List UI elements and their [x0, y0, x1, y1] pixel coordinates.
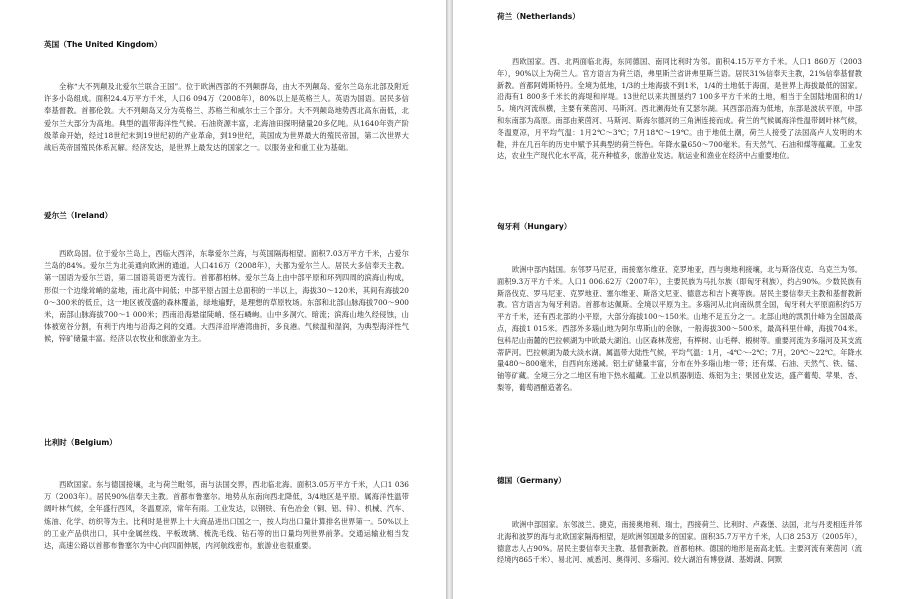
section-germany: [497, 476, 862, 566]
section-heading: 英国（The United Kingdom）: [44, 40, 162, 49]
section-belgium: [44, 438, 409, 552]
section-body: 西欧国家。西、北两面临北海，东同德国、南同比利时为邻。面积4.15万平方千米。人口1 860万（2003年），90%以上为荷兰人。官方语言为荷兰语，弗里斯兰省讲弗里斯兰语。居民31%信奉天主教，21%信奉基督教新教。首都阿姆斯特丹。全境为低地，1/3的土地海拔不到1米，1/4的土地低于海面，是世界上海拔最低的国家。沿海有1 800多千米长的海堤和岸堤。13世纪以来共围垦约7 100多平方千米的土地，相当于全国陆地面积的1/5。境内河流纵横，主要有莱茵河、马斯河。西北濒海处有艾瑟尔湖。其西部沿海为低地，东部是波状平原，中部和东南部为高原。南部由莱茵河、马斯河、斯海尔德河的三角洲连接而成。荷兰的气候属海洋性温带阔叶林气候，冬温夏凉，月平均气温：1月2℃～3℃；7月18℃～19℃。由于地低土潮，荷兰人接受了法国高卢人发明的木鞋，并在几百年的历史中赋予其典型的荷兰特色。年降水量650～700毫米。有天然气、石油和煤等蕴藏。工业发达，农业生产现代化水平高，花卉种植多，旅游业发达。航运业和渔业在经济中占重要地位。: [497, 57, 862, 161]
section-hungary: [497, 222, 862, 394]
section-heading: 匈牙利（Hungary）: [497, 222, 572, 231]
section-body: 西欧国家。东与德国接壤，北与荷兰毗邻，南与法国交界，西北临北海。面积3.05万平方千米，人口1 036万（2003年）。居民90%信奉天主教。首都布鲁塞尔。地势从东南向西北降低，3/4地区是平原。属海洋性温带阔叶林气候，全年盛行西风，冬温夏凉，常年有雨。工业发达，以钢铁、有色冶金（铜、铝、锌）、机械、汽车、炼油、化学、纺织等为主。比利时是世界上十大商品进出口国之一，按人均出口量计算排名世界第一。50%以上的工业产品供出口，其中金属丝线、平板玻璃、梳洗毛线、钻石等的出口量均列世界前茅。交通运输业相当发达，高速公路以首都布鲁塞尔为中心向四面伸展，内河航线密布，旅游业也很重要。: [44, 480, 409, 551]
section-uk: [44, 40, 409, 154]
section-heading: 德国（Germany）: [497, 476, 566, 485]
section-body: 全称“大不列颠及北爱尔兰联合王国”。位于欧洲西部的不列颠群岛，由大不列颠岛、爱尔兰岛东北部及附近许多小岛组成。面积24.4万平方千米，人口6 094万（2008年），80%以上是英格兰人。英语为国语。居民多信奉基督教。首都伦敦。大不列颠岛又分为英格兰、苏格兰和威尔士三个部分。大不列颠岛地势西北高东南低，北爱尔兰大部分为高地。典型的温带海洋性气候。石油资源丰富，北海油田探明储量20多亿吨。从1640年资产阶级革命开始，经过18世纪末到19世纪初的产业革命，到19世纪，英国成为世界最大的殖民帝国，第二次世界大战后英帝国殖民体系瓦解。经济发达，是世界上最发达的国家之一。以服务业和重工业为基础。: [44, 82, 409, 153]
section-body: 西欧岛国。位于爱尔兰岛上，西临大西洋，东靠爱尔兰海，与英国隔海相望。面积7.03万平方千米，占爱尔兰岛的84%。爱尔兰为北美通向欧洲的通道。人口416万（2008年），大都为爱尔兰人。居民大多信奉天主教。第一国语为爱尔兰语，第二国语英语更为流行。首都都柏林。爱尔兰岛上由中部平原和环列四周的滨海山构成，形似一个边缘耸峭的盆地，南北高中间低；中部平原占国土总面积的一半以上，海拔30～120米，其间有海拔200～300米的低丘，这一地区被茂盛的森林覆盖，绿地遍野，是理想的草原牧场。东部和北部山脉海拔700～900米，南部山脉海拔700～1 000米；西南沿海悬崖陡峭、怪石嶙峋。山中多洞穴、暗流；滨海山地久经侵蚀，山体被宽谷分割，有利于内地与沿海之间的交通。大西洋沿岸港湾曲折，多良港。气候温和湿润，为典型海洋性气候，锌矿储量丰富。经济以农牧业和旅游业为主。: [44, 249, 409, 344]
section-body: 欧洲中部国家。东邻波兰、捷克，南接奥地利、瑞士，西接荷兰、比利时、卢森堡、法国，北与丹麦相连并邻北海和波罗的海与北欧国家隔海相望，是欧洲邻国最多的国家。面积35.7万平方千米，人口8 253万（2005年），德意志人占90%。居民主要信奉天主教、基督教新教。首都柏林。德国的地形是南高北低。主要河流有莱茵河（流经境内865千米）、易北河、威悉河、奥得河、多瑙河。较大湖泊有博登湖、基姆湖、阿默: [497, 520, 862, 565]
left-page: [0, 0, 446, 599]
section-heading: 荷兰（Netherlands）: [497, 12, 580, 21]
section-body: 欧洲中部内陆国。东邻罗马尼亚，南接塞尔维亚、克罗地亚，西与奥地利接壤，北与斯洛伐克、乌克兰为邻。面积9.3万平方千米。人口1 006.62万（2007年），主要民族为马扎尔族（即匈牙利族），约占90%。少数民族有斯洛伐克、罗马尼亚、克罗地亚、塞尔维亚、斯洛文尼亚、德意志和吉卜赛等族。居民主要信奉天主教和基督教新教。官方语言为匈牙利语。首都布达佩斯。全境以平原为主。多瑙河从北向南纵贯全国，匈牙利大平原面积约5万平方千米，还有西北部的小平原，大部分海拔100～150米。山地不足五分之一。北部山地的凯凯什峰为全国最高点，海拔1 015米。西部外多瑙山地为阿尔卑斯山的余脉，一般海拔300～500米，最高科里什峰，海拔704米。包科尼山南麓的巴拉顿湖为中欧最大湖泊。山区森林茂密，有榉树、山毛榉、椴树等。重要河流为多瑙河及其支流蒂萨河。巴拉顿湖为最大淡水湖。属温带大陆性气候，平均气温：1月，-4℃～-2℃；7月，20℃～22℃。年降水量480～800毫米，自西向东递减。铝土矿储量丰富，分布在外多瑙山地一带；还有煤、石油、天然气、铁、锰、铀等矿藏。全境三分之二地区有地下热水蕴藏。工业以机器制造、炼铝为主；果园业发达，盛产葡萄、苹果、杏、梨等，葡萄酒酿造著名。: [497, 265, 862, 392]
right-page: [453, 0, 899, 599]
section-ireland: [44, 211, 409, 346]
section-heading: 爱尔兰（Ireland）: [44, 211, 113, 220]
section-heading: 比利时（Belgium）: [44, 438, 117, 447]
book-gutter: [446, 0, 453, 599]
section-netherlands: [497, 12, 862, 162]
